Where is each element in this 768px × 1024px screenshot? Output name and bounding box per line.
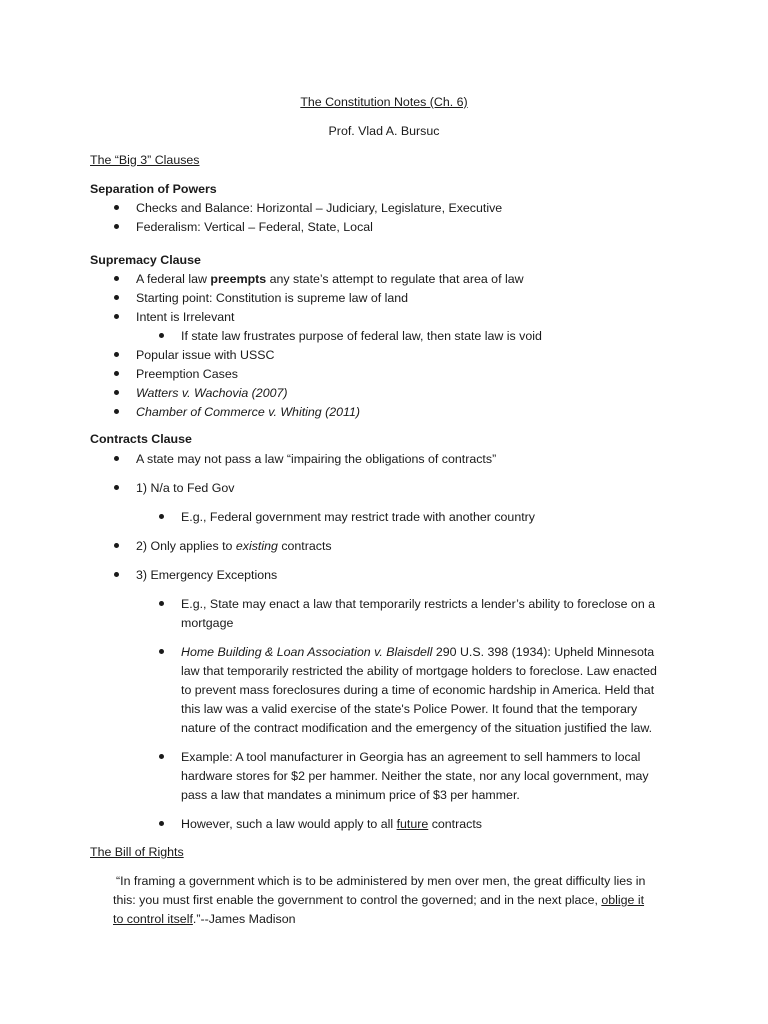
- bullet-icon: [159, 821, 164, 826]
- case-citation: Watters v. Wachovia (2007): [136, 386, 288, 400]
- list-subitem-line: hardware stores for $2 per hammer. Neither the state, nor any local government, may: [181, 769, 649, 783]
- bullet-icon: [114, 543, 119, 548]
- bullet-icon: [159, 514, 164, 519]
- list-subitem-line: this law was a valid exercise of the state's Police Power. It found that the temporary: [181, 702, 638, 716]
- quote-line: this: you must first enable the government to control the governed; and in the next place, oblige it: [113, 893, 645, 907]
- list-subitem-line: law that temporarily restricted the ability of mortgage holders to foreclose. Law enacted: [181, 664, 657, 678]
- list-item: Popular issue with USSC: [136, 348, 275, 362]
- bullet-icon: [159, 601, 164, 606]
- list-item: 1) N/a to Fed Gov: [136, 481, 235, 495]
- list-item: Intent is Irrelevant: [136, 310, 235, 324]
- subsection-heading-separation: Separation of Powers: [90, 182, 217, 196]
- list-item: 2) Only applies to existing contracts: [136, 539, 332, 553]
- list-subitem-line: nature of the contract modification and the emergency of the situation justified the law.: [181, 721, 653, 735]
- section-heading-bill-of-rights: The Bill of Rights: [90, 845, 184, 859]
- list-subitem-line: pass a law that mandates a minimum price of $3 per hammer.: [181, 788, 520, 802]
- bullet-icon: [114, 409, 119, 414]
- bullet-icon: [114, 276, 119, 281]
- bullet-icon: [114, 224, 119, 229]
- bullet-icon: [159, 754, 164, 759]
- bullet-icon: [114, 352, 119, 357]
- list-subitem-line: However, such a law would apply to all future contracts: [181, 817, 482, 831]
- list-item: A state may not pass a law “impairing the obligations of contracts”: [136, 452, 497, 466]
- bullet-icon: [114, 572, 119, 577]
- list-subitem-line: Example: A tool manufacturer in Georgia has an agreement to sell hammers to local: [181, 750, 641, 764]
- bullet-icon: [159, 333, 164, 338]
- list-item: 3) Emergency Exceptions: [136, 568, 278, 582]
- document-author: Prof. Vlad A. Bursuc: [328, 124, 440, 138]
- quote-line: to control itself.”--James Madison: [113, 912, 296, 926]
- bullet-icon: [114, 390, 119, 395]
- subsection-heading-supremacy: Supremacy Clause: [90, 253, 201, 267]
- section-heading-big3: The “Big 3” Clauses: [90, 153, 200, 167]
- bullet-icon: [114, 456, 119, 461]
- list-subitem: If state law frustrates purpose of federal law, then state law is void: [181, 329, 542, 343]
- list-subitem-line: Home Building & Loan Association v. Blaisdell 290 U.S. 398 (1934): Upheld Minnesota: [181, 645, 655, 659]
- bullet-icon: [114, 205, 119, 210]
- list-subitem-line: mortgage: [181, 616, 234, 630]
- list-item: Federalism: Vertical – Federal, State, Local: [136, 220, 373, 234]
- list-subitem-line: to prevent mass foreclosures during a time of economic hardship in America. Held that: [181, 683, 655, 697]
- document-title: The Constitution Notes (Ch. 6): [300, 95, 468, 109]
- list-item: A federal law preempts any state’s attempt to regulate that area of law: [136, 272, 524, 286]
- bullet-icon: [114, 314, 119, 319]
- subsection-heading-contracts: Contracts Clause: [90, 432, 192, 446]
- quote-line: “In framing a government which is to be administered by men over men, the great difficulty lies in: [116, 874, 646, 888]
- bullet-icon: [159, 649, 164, 654]
- bullet-icon: [114, 485, 119, 490]
- bullet-icon: [114, 371, 119, 376]
- list-subitem: E.g., Federal government may restrict trade with another country: [181, 510, 535, 524]
- list-subitem-line: E.g., State may enact a law that temporarily restricts a lender’s ability to foreclose on a: [181, 597, 656, 611]
- list-item: Checks and Balance: Horizontal – Judiciary, Legislature, Executive: [136, 201, 503, 215]
- list-item: Starting point: Constitution is supreme law of land: [136, 291, 409, 305]
- list-item: Preemption Cases: [136, 367, 238, 381]
- case-citation: Chamber of Commerce v. Whiting (2011): [136, 405, 361, 419]
- bullet-icon: [114, 295, 119, 300]
